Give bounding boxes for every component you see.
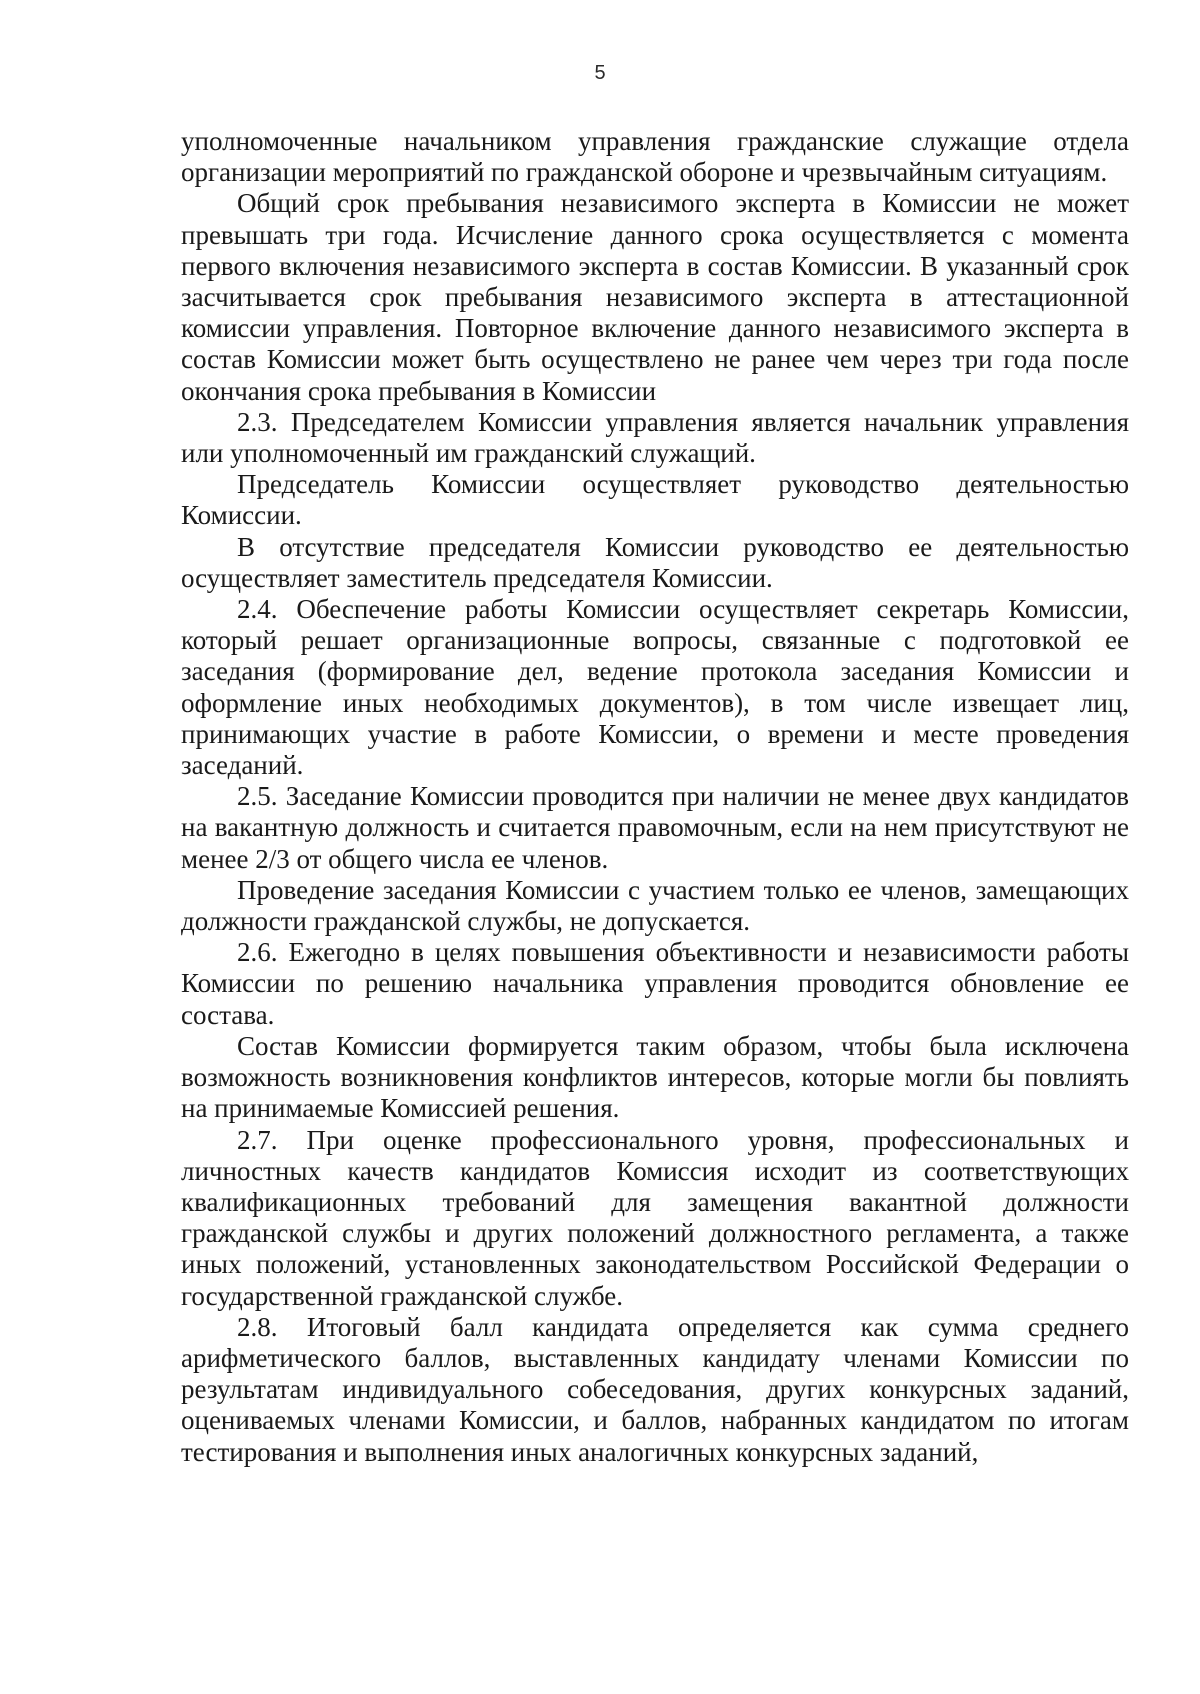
paragraph-2-4: 2.4. Обеспечение работы Комиссии осуществляет секретарь Комиссии, который решает организационные вопросы, связанные с подготовкой ее заседания (формирование дел, ведение протокола заседания Комиссии и оформление иных необходимых документов), в том числе извещает лиц, принимающих участие в работе Комиссии, о времени и месте проведения заседаний.: [181, 594, 1129, 781]
paragraph-continuation: уполномоченные начальником управления гражданские служащие отдела организации мероприятий по гражданской обороне и чрезвычайным ситуациям.: [181, 126, 1129, 188]
paragraph-2-3: 2.3. Председателем Комиссии управления является начальник управления или уполномоченный им гражданский служащий.: [181, 406, 1129, 469]
paragraph-members-only: Проведение заседания Комиссии с участием только ее членов, замещающих должности гражданской службы, не допускается.: [181, 874, 1129, 937]
paragraph-2-5: 2.5. Заседание Комиссии проводится при наличии не менее двух кандидатов на вакантную должность и считается правомочным, если на нем присутствуют не менее 2/3 от общего числа ее членов.: [181, 781, 1129, 874]
paragraph-composition: Состав Комиссии формируется таким образом, чтобы была исключена возможность возникновения конфликтов интересов, которые могли бы повлиять на принимаемые Комиссией решения.: [181, 1030, 1129, 1124]
document-body: [181, 126, 1129, 1468]
paragraph-deputy-role: В отсутствие председателя Комиссии руководство ее деятельностью осуществляет заместитель председателя Комиссии.: [181, 531, 1129, 593]
paragraph-2-6: 2.6. Ежегодно в целях повышения объективности и независимости работы Комиссии по решению начальника управления проводится обновление ее состава.: [181, 937, 1129, 1030]
paragraph-2-7: 2.7. При оценке профессионального уровня, профессиональных и личностных качеств кандидатов Комиссия исходит из соответствующих квалификационных требований для замещения вакантной должности гражданской службы и других положений должностного регламента, а также иных положений, установленных законодательством Российской Федерации о государственной гражданской службе.: [181, 1124, 1129, 1311]
page-number: 5: [594, 62, 606, 84]
paragraph-2-8: 2.8. Итоговый балл кандидата определяется как сумма среднего арифметического баллов, выставленных кандидату членами Комиссии по результатам индивидуального собеседования, других конкурсных заданий, оцениваемых членами Комиссии, и баллов, набранных кандидатом по итогам тестирования и выполнения иных аналогичных конкурсных заданий,: [181, 1311, 1129, 1467]
paragraph-chairman-role: Председатель Комиссии осуществляет руководство деятельностью Комиссии.: [181, 469, 1129, 531]
paragraph-expert-term: Общий срок пребывания независимого эксперта в Комиссии не может превышать три года. Исчисление данного срока осуществляется с момента первого включения независимого эксперта в состав Комиссии. В указанный срок засчитывается срок пребывания независимого эксперта в аттестационной комиссии управления. Повторное включение данного независимого эксперта в состав Комиссии может быть осуществлено не ранее чем через три года после окончания срока пребывания в Комиссии: [181, 188, 1129, 406]
